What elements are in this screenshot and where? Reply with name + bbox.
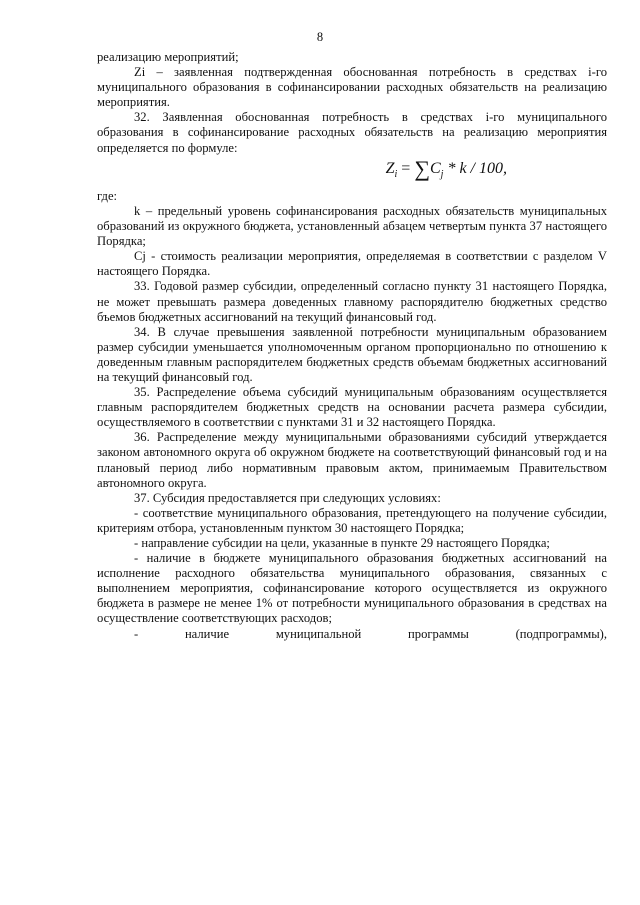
list-item: - наличие муниципальной программы (подпрограммы), [134,626,607,641]
page-number: 8 [316,30,324,44]
paragraph: Zi – заявленная подтвержденная обоснованная потребность в средствах i-го муниципального образования в софинансировании расходных обязательств на реализацию мероприятия. [97,65,607,110]
formula-lhs: Z [385,159,395,177]
paragraph-34: 34. В случае превышения заявленной потребности муниципальным образованием размер субсидии уменьшается уполномоченным органом пропорционально по отношению к доведенным главным распорядителем бюджетных средств объемам бюджетных ассигнований на текущий финансовый год. [97,324,607,384]
formula-sum-sign: ∑ [414,155,430,181]
formula-rest: * k / 100, [447,159,507,177]
paragraph-33: 33. Годовой размер субсидии, определенный согласно пункту 31 настоящего Порядка, не может превышать размера доведенных главному распорядителю бюджетных средство бъемов бюджетных ассигнований на текущий финансовый год. [97,279,607,324]
paragraph-32: 32. Заявленная обоснованная потребность в средствах i-го муниципального образования в софинансирование расходных обязательств на реализацию мероприятия определяется по формуле: [97,110,607,155]
paragraph: реализацию мероприятий; [97,50,239,64]
paragraph: k – предельный уровень софинансирования расходных обязательств муниципальных образований из окружного бюджета, установленный абзацем четвертым пункта 37 настоящего Порядка; [97,203,607,249]
paragraph-35: 35. Распределение объема субсидий муниципальным образованиям осуществляется главным распорядителем бюджетных средств на основании расчета размера субсидии, осуществляемого в соответствии с пунктами 31 и 32 настоящего Порядка. [97,385,607,430]
list-item: - направление субсидии на цели, указанные в пункте 29 настоящего Порядка; [134,536,550,550]
paragraph-36: 36. Распределение между муниципальными образованиями субсидий утверждается законом автономного округа об окружном бюджете на соответствующий финансовый год и на плановый период либо нормативным правовым актом, принимаемым Правительством автономного округа. [97,430,607,490]
document-body [97,50,607,642]
paragraph-37: 37. Субсидия предоставляется при следующих условиях: [134,490,441,505]
formula-equals: = [401,159,411,177]
list-item: - соответствие муниципального образования, претендующего на получение субсидии, критериям отбора, установленным пунктом 30 настоящего Порядка; [97,505,607,535]
formula [97,155,607,186]
paragraph: где: [97,188,118,203]
paragraph: Cj - стоимость реализации мероприятия, определяемая в соответствии с разделом V настоящего Порядка. [97,249,607,279]
list-item: - наличие в бюджете муниципального образования бюджетных ассигнований на исполнение расходного обязательства муниципального образования, связанных с выполнением мероприятия, софинансирование которого осуществляется из окружного бюджета в размере не менее 1% от потребности муниципального образования в средствах на осуществление соответствующих расходов; [97,551,607,626]
formula-c-sub: j [440,168,444,180]
formula-lhs-sub: i [394,168,398,180]
formula-c: C [430,159,441,177]
